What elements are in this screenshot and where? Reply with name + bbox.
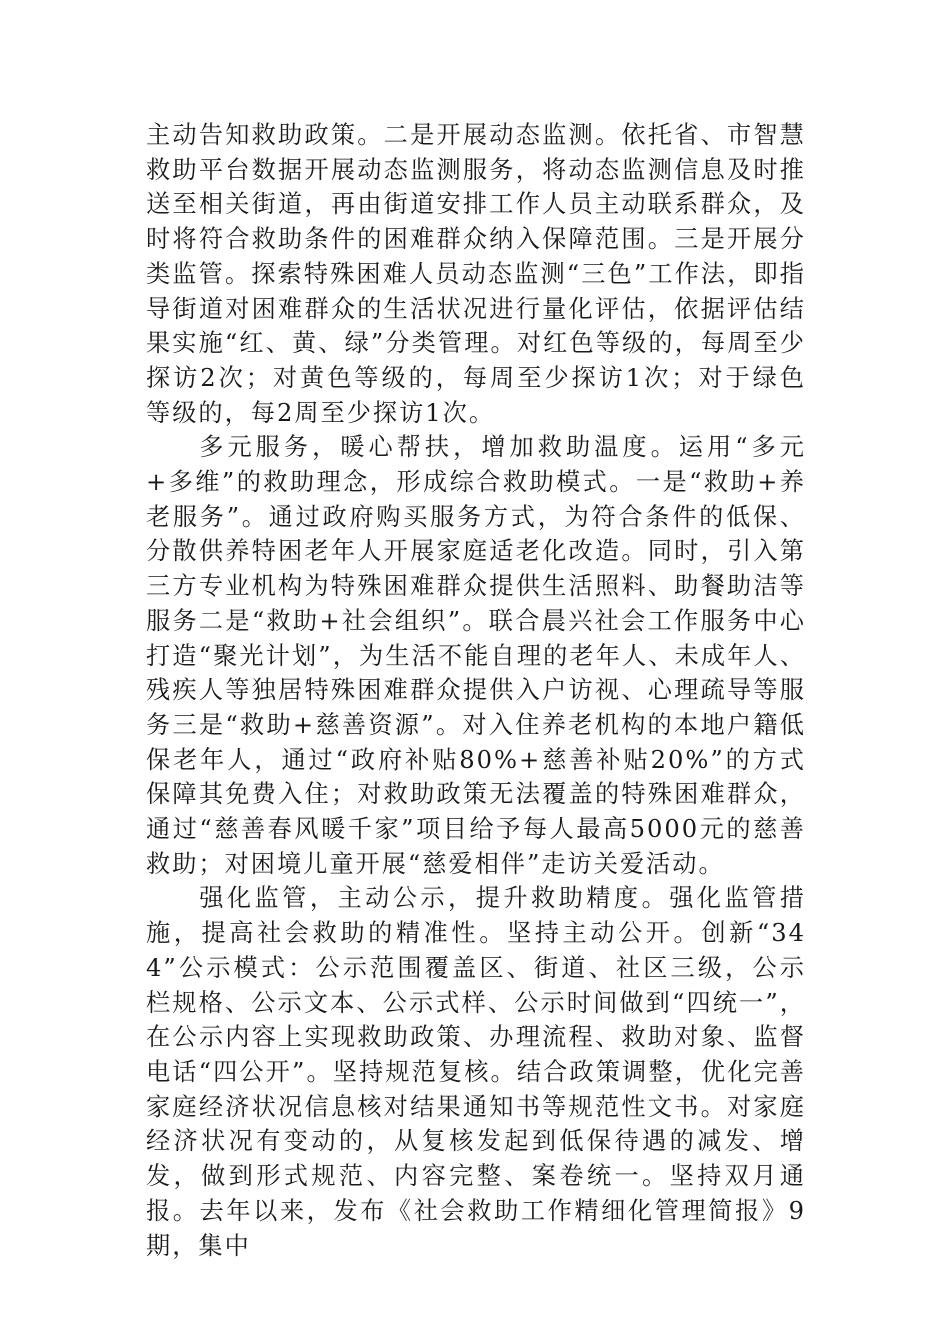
paragraph-1: 主动告知救助政策。二是开展动态监测。依托省、市智慧救助平台数据开展动态监测服务，将动态监测信息及时推送至相关街道，再由街道安排工作人员主动联系群众，及时将符合救助条件的困难群众纳入保障范围。三是开展分类监管。探索特殊困难人员动态监测“三色”工作法，即指导街道对困难群众的生活状况进行量化评估，依据评估结果实施“红、黄、绿”分类管理。对红色等级的，每周至少探访2次；对黄色等级的，每周至少探访1次；对于绿色等级的，每2周至少探访1次。 [146, 121, 806, 427]
paragraph-3: 强化监管，主动公示，提升救助精度。强化监管措施，提高社会救助的精准性。坚持主动公开。创新“344”公示模式：公示范围覆盖区、街道、社区三级，公示栏规格、公示文本、公示式样、公示时间做到“四统一”，在公示内容上实现救助政策、办理流程、救助对象、监督电话“四公开”。坚持规范复核。结合政策调整，优化完善家庭经济状况信息核对结果通知书等规范性文书。对家庭经济状况有变动的，从复核发起到低保待遇的减发、增发，做到形式规范、内容完整、案卷统一。坚持双月通报。去年以来，发布《社会救助工作精细化管理简报》9期，集中 [146, 884, 806, 1260]
document-body [146, 118, 806, 1263]
paragraph-2: 多元服务，暖心帮扶，增加救助温度。运用“多元+多维”的救助理念，形成综合救助模式。一是“救助+养老服务”。通过政府购买服务方式，为符合条件的低保、分散供养特困老年人开展家庭适老化改造。同时，引入第三方专业机构为特殊困难群众提供生活照料、助餐助洁等服务二是“救助+社会组织”。联合晨兴社会工作服务中心打造“聚光计划”，为生活不能自理的老年人、未成年人、残疾人等独居特殊困难群众提供入户访视、心理疏导等服务三是“救助+慈善资源”。对入住养老机构的本地户籍低保老年人，通过“政府补贴80%+慈善补贴20%”的方式保障其免费入住；对救助政策无法覆盖的特殊困难群众，通过“慈善春风暖千家”项目给予每人最高5000元的慈善救助；对困境儿童开展“慈爱相伴”走访关爱活动。 [146, 433, 806, 878]
